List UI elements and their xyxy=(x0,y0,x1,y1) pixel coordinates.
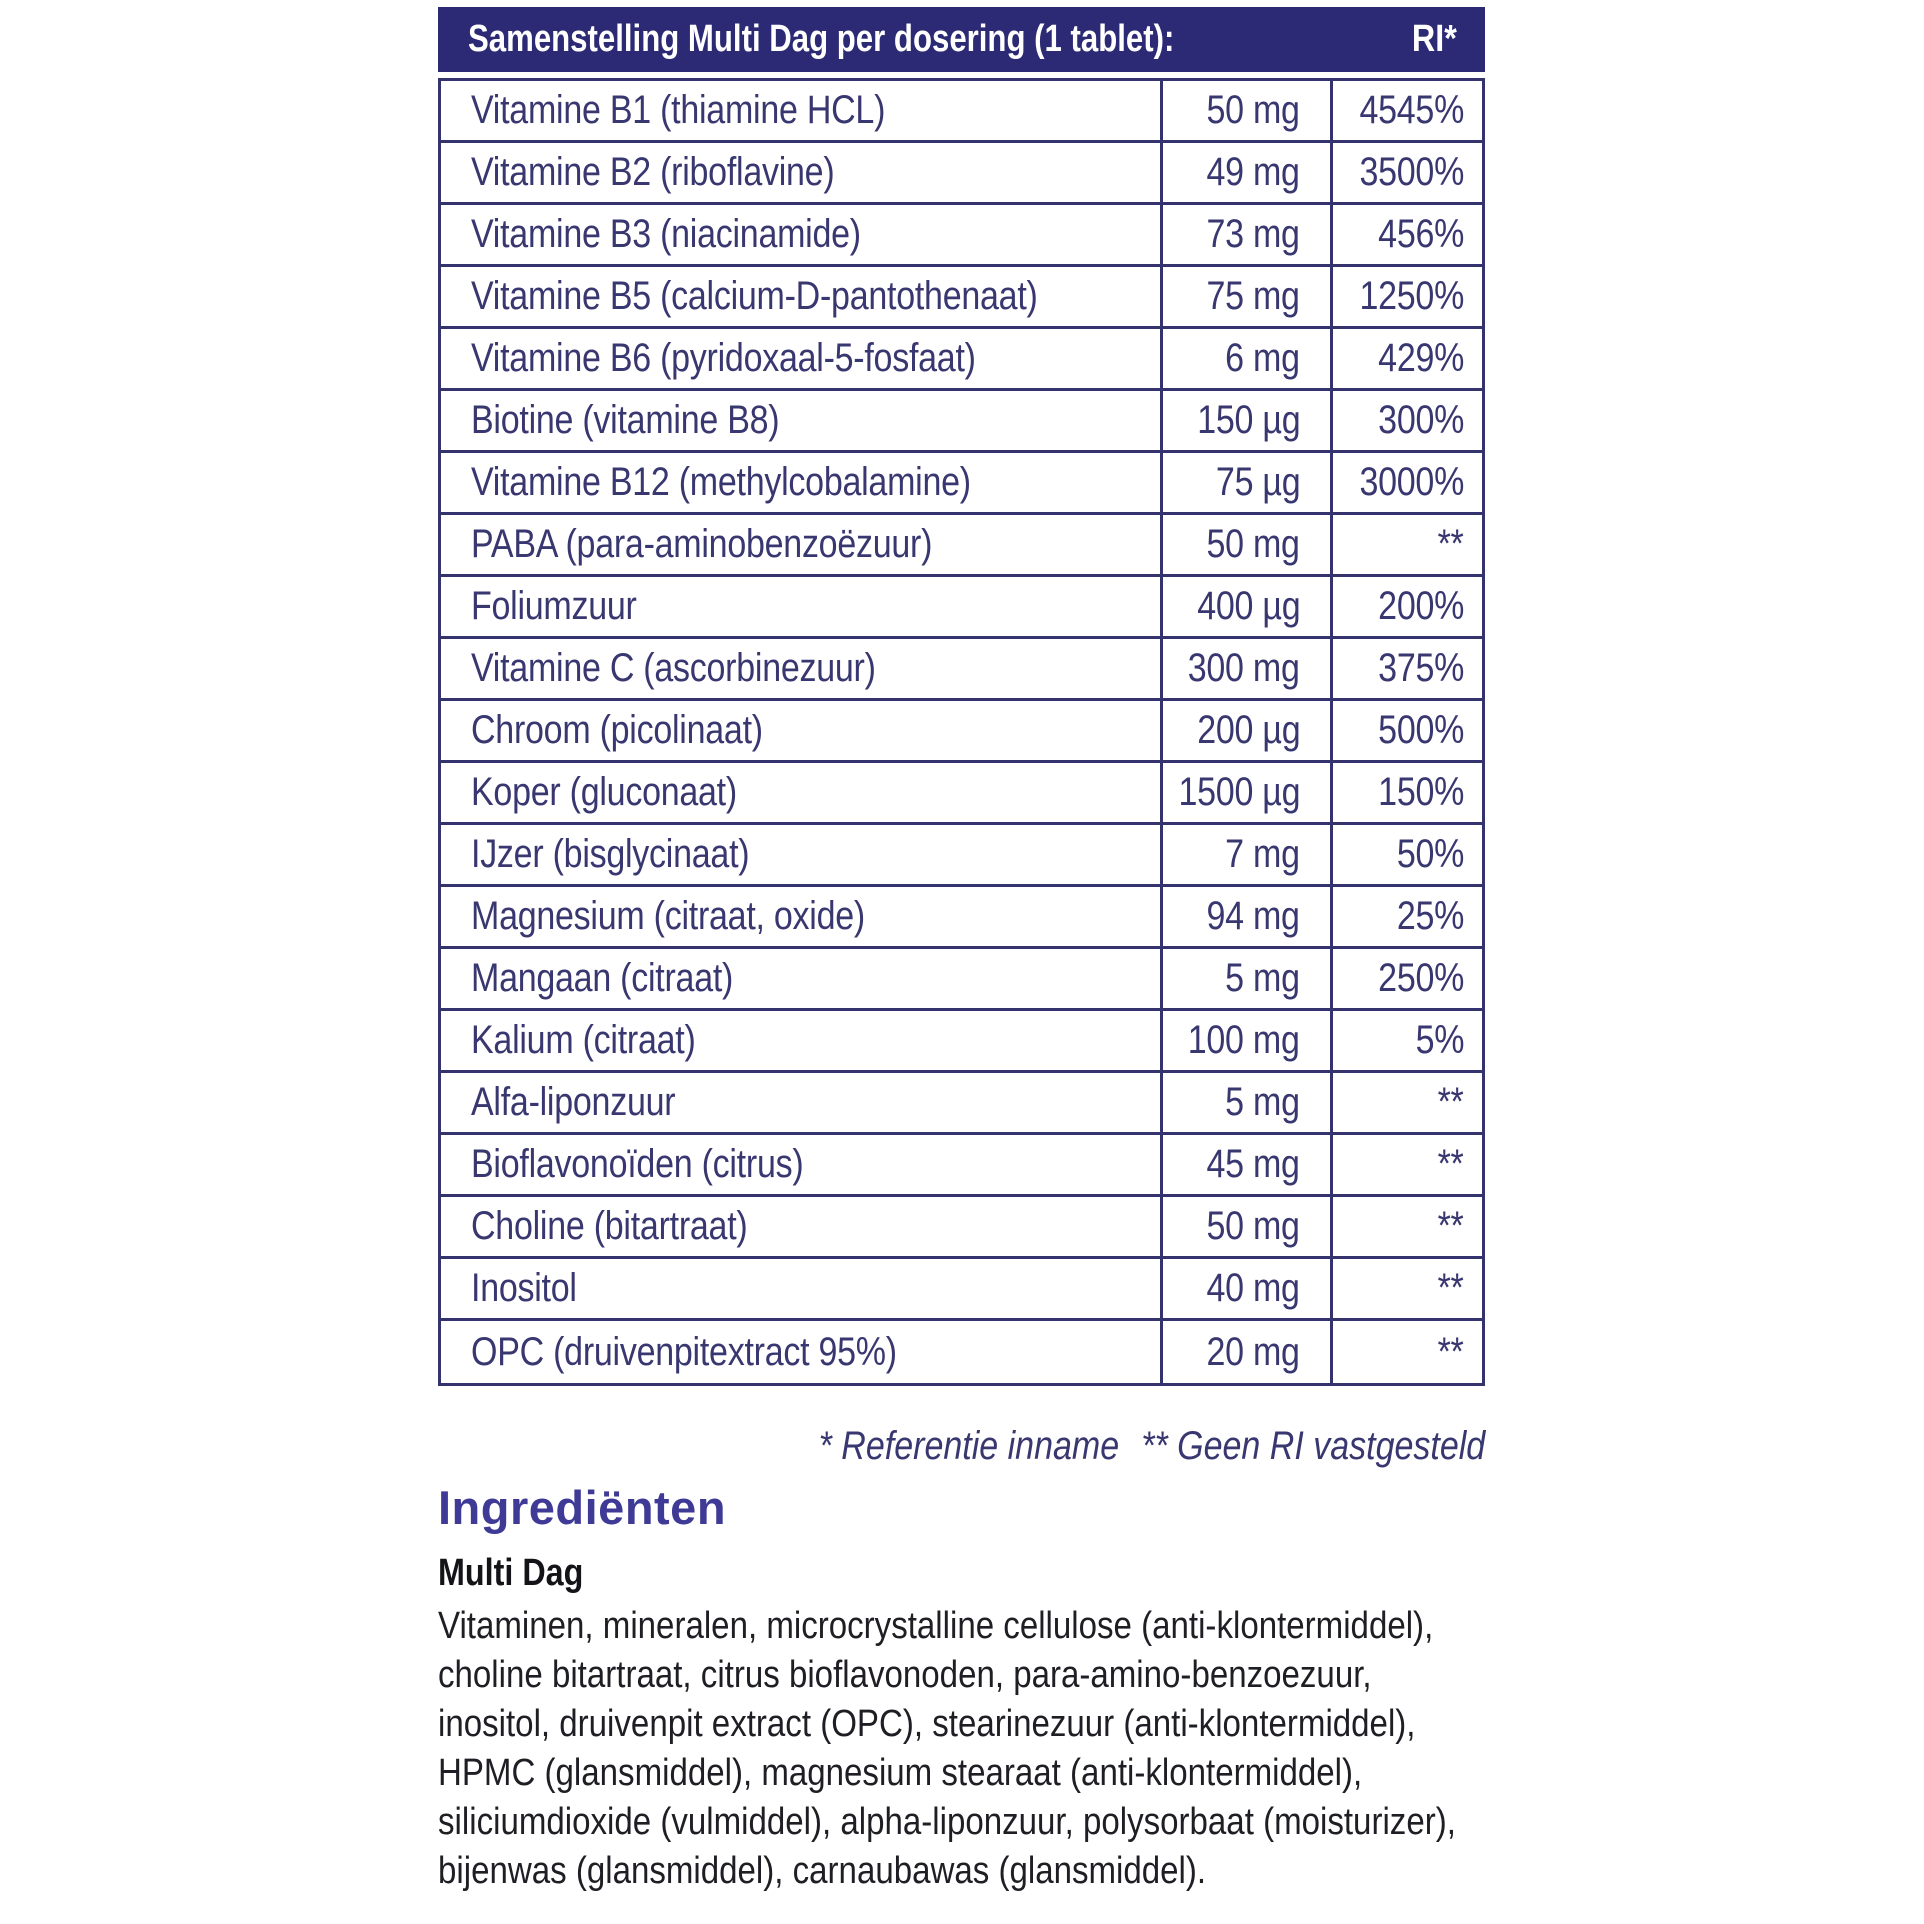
nutrient-name: Bioflavonoïden (citrus) xyxy=(471,1142,804,1186)
nutrient-ri: 200% xyxy=(1378,584,1464,628)
nutrient-ri: 4545% xyxy=(1359,88,1464,132)
ingredients-line: HPMC (glansmiddel), magnesium stearaat (anti-klontermiddel), xyxy=(438,1752,1363,1794)
nutrient-amount-cell xyxy=(1160,453,1330,512)
table-row xyxy=(441,1135,1482,1197)
nutrient-ri: 150% xyxy=(1378,770,1464,814)
table-row xyxy=(441,639,1482,701)
nutrient-amount-cell xyxy=(1160,763,1330,822)
nutrient-ri-cell xyxy=(1330,267,1482,326)
nutrient-ri-cell xyxy=(1330,701,1482,760)
nutrient-name-cell xyxy=(441,143,1160,202)
nutrient-amount-cell xyxy=(1160,887,1330,946)
nutrient-ri-cell xyxy=(1330,825,1482,884)
nutrient-ri-cell xyxy=(1330,205,1482,264)
table-row xyxy=(441,763,1482,825)
table-row xyxy=(441,1073,1482,1135)
nutrient-name-cell xyxy=(441,1197,1160,1256)
nutrient-amount-cell xyxy=(1160,205,1330,264)
nutrient-amount-cell xyxy=(1160,1259,1330,1318)
nutrient-ri-cell xyxy=(1330,1321,1482,1383)
nutrient-ri: 429% xyxy=(1378,336,1464,380)
nutrient-name-cell xyxy=(441,639,1160,698)
nutrient-ri: ** xyxy=(1438,1142,1464,1186)
nutrient-ri: ** xyxy=(1438,1204,1464,1248)
nutrient-amount: 75 µg xyxy=(1215,460,1300,504)
ingredients-subheading xyxy=(438,1552,609,1595)
nutrient-amount-cell xyxy=(1160,329,1330,388)
nutrient-name-cell xyxy=(441,1135,1160,1194)
supplement-facts-table xyxy=(438,7,1485,1386)
nutrient-amount: 40 mg xyxy=(1206,1266,1300,1310)
footnote-reference-intake: * Referentie inname xyxy=(818,1424,1119,1468)
nutrient-amount-cell xyxy=(1160,1321,1330,1383)
table-footnote xyxy=(701,1424,1485,1469)
nutrient-name: OPC (druivenpitextract 95%) xyxy=(471,1329,897,1374)
nutrient-ri-cell xyxy=(1330,1135,1482,1194)
nutrient-name: Alfa-liponzuur xyxy=(471,1080,676,1124)
nutrient-amount-cell xyxy=(1160,1135,1330,1194)
nutrient-amount: 1500 µg xyxy=(1178,770,1300,814)
nutrient-ri: 3500% xyxy=(1359,150,1464,194)
nutrient-name: Chroom (picolinaat) xyxy=(471,708,763,752)
nutrient-amount-cell xyxy=(1160,81,1330,140)
nutrient-name-cell xyxy=(441,949,1160,1008)
table-row xyxy=(441,453,1482,515)
nutrient-ri: 25% xyxy=(1396,894,1464,938)
nutrient-ri: 3000% xyxy=(1359,460,1464,504)
nutrient-ri-cell xyxy=(1330,453,1482,512)
table-title: Samenstelling Multi Dag per dosering (1 tablet): xyxy=(468,18,1175,60)
nutrient-amount-cell xyxy=(1160,949,1330,1008)
nutrient-ri-cell xyxy=(1330,1011,1482,1070)
ri-column-header: RI* xyxy=(1412,18,1457,60)
nutrient-amount: 50 mg xyxy=(1206,522,1300,566)
nutrient-ri-cell xyxy=(1330,949,1482,1008)
nutrient-name-cell xyxy=(441,577,1160,636)
nutrient-amount-cell xyxy=(1160,1011,1330,1070)
nutrient-name: Vitamine B2 (riboflavine) xyxy=(471,150,835,194)
nutrient-ri-cell xyxy=(1330,1197,1482,1256)
nutrient-ri: 1250% xyxy=(1359,274,1464,318)
ingredients-heading: Ingrediënten xyxy=(438,1481,727,1534)
nutrient-name-cell xyxy=(441,453,1160,512)
nutrient-amount-cell xyxy=(1160,143,1330,202)
nutrient-amount: 20 mg xyxy=(1206,1329,1300,1374)
nutrient-name-cell xyxy=(441,1011,1160,1070)
table-row xyxy=(441,1011,1482,1073)
table-row xyxy=(441,1321,1482,1383)
nutrient-amount: 49 mg xyxy=(1206,150,1300,194)
nutrient-amount-cell xyxy=(1160,515,1330,574)
nutrient-amount: 5 mg xyxy=(1225,956,1300,1000)
table-row xyxy=(441,267,1482,329)
nutrient-amount: 45 mg xyxy=(1206,1142,1300,1186)
nutrient-amount-cell xyxy=(1160,701,1330,760)
nutrient-amount: 7 mg xyxy=(1225,832,1300,876)
table-row xyxy=(441,515,1482,577)
nutrient-name: IJzer (bisglycinaat) xyxy=(471,832,750,876)
nutrient-name-cell xyxy=(441,81,1160,140)
nutrient-ri-cell xyxy=(1330,515,1482,574)
table-row xyxy=(441,701,1482,763)
nutrient-ri-cell xyxy=(1330,887,1482,946)
table-row xyxy=(441,825,1482,887)
nutrient-name-cell xyxy=(441,887,1160,946)
nutrient-ri: 375% xyxy=(1378,646,1464,690)
nutrient-name: Vitamine B6 (pyridoxaal-5-fosfaat) xyxy=(471,336,976,380)
table-row xyxy=(441,329,1482,391)
nutrient-name-cell xyxy=(441,763,1160,822)
nutrient-name-cell xyxy=(441,825,1160,884)
nutrient-name: Vitamine C (ascorbinezuur) xyxy=(471,646,876,690)
nutrient-amount-cell xyxy=(1160,577,1330,636)
nutrient-name-cell xyxy=(441,267,1160,326)
nutrient-amount: 5 mg xyxy=(1225,1080,1300,1124)
nutrient-name: Choline (bitartraat) xyxy=(471,1204,748,1248)
nutrient-name-cell xyxy=(441,205,1160,264)
table-row xyxy=(441,949,1482,1011)
nutrient-ri-cell xyxy=(1330,391,1482,450)
nutrient-ri: 456% xyxy=(1378,212,1464,256)
nutrient-amount: 200 µg xyxy=(1196,708,1300,752)
nutrient-amount-cell xyxy=(1160,391,1330,450)
table-row xyxy=(441,887,1482,949)
nutrient-amount: 73 mg xyxy=(1206,212,1300,256)
nutrient-name: Koper (gluconaat) xyxy=(471,770,737,814)
nutrient-amount: 94 mg xyxy=(1206,894,1300,938)
ingredients-paragraph xyxy=(438,1602,1456,1896)
nutrient-amount-cell xyxy=(1160,639,1330,698)
nutrient-ri-cell xyxy=(1330,329,1482,388)
nutrient-ri: 300% xyxy=(1378,398,1464,442)
table-row xyxy=(441,205,1482,267)
nutrient-amount: 150 µg xyxy=(1196,398,1300,442)
ingredients-subheading-text: Multi Dag xyxy=(438,1552,584,1594)
nutrient-name: Kalium (citraat) xyxy=(471,1018,696,1062)
ingredients-line: siliciumdioxide (vulmiddel), alpha-liponzuur, polysorbaat (moisturizer), xyxy=(438,1801,1456,1843)
nutrient-ri-cell xyxy=(1330,1259,1482,1318)
nutrient-ri: ** xyxy=(1438,1329,1464,1374)
nutrient-ri: 5% xyxy=(1415,1018,1464,1062)
nutrient-name-cell xyxy=(441,515,1160,574)
footnote-no-ri: ** Geen RI vastgesteld xyxy=(1141,1424,1485,1468)
nutrient-ri: ** xyxy=(1438,522,1464,566)
nutrient-name: Vitamine B1 (thiamine HCL) xyxy=(471,88,886,132)
nutrient-ri-cell xyxy=(1330,1073,1482,1132)
nutrient-ri-cell xyxy=(1330,577,1482,636)
table-row xyxy=(441,1259,1482,1321)
ingredients-line: inositol, druivenpit extract (OPC), stearinezuur (anti-klontermiddel), xyxy=(438,1703,1416,1745)
nutrient-name: Vitamine B5 (calcium-D-pantothenaat) xyxy=(471,274,1038,318)
nutrient-amount: 100 mg xyxy=(1188,1018,1300,1062)
nutrient-ri: ** xyxy=(1438,1080,1464,1124)
nutrient-name-cell xyxy=(441,329,1160,388)
nutrient-ri: 50% xyxy=(1396,832,1464,876)
nutrient-amount-cell xyxy=(1160,267,1330,326)
nutrient-name: Biotine (vitamine B8) xyxy=(471,398,780,442)
table-body xyxy=(438,78,1485,1386)
nutrient-amount-cell xyxy=(1160,825,1330,884)
nutrient-name: Mangaan (citraat) xyxy=(471,956,734,1000)
nutrient-ri-cell xyxy=(1330,81,1482,140)
nutrient-amount: 6 mg xyxy=(1225,336,1300,380)
table-row xyxy=(441,143,1482,205)
nutrient-amount: 300 mg xyxy=(1188,646,1300,690)
nutrient-amount: 400 µg xyxy=(1196,584,1300,628)
nutrient-name: Vitamine B3 (niacinamide) xyxy=(471,212,861,256)
nutrient-name-cell xyxy=(441,701,1160,760)
nutrient-ri: 500% xyxy=(1378,708,1464,752)
nutrient-amount-cell xyxy=(1160,1073,1330,1132)
nutrient-name-cell xyxy=(441,391,1160,450)
nutrient-name-cell xyxy=(441,1321,1160,1383)
nutrient-ri-cell xyxy=(1330,143,1482,202)
nutrient-name-cell xyxy=(441,1073,1160,1132)
nutrient-ri-cell xyxy=(1330,639,1482,698)
ingredients-line: bijenwas (glansmiddel), carnaubawas (glansmiddel). xyxy=(438,1850,1207,1892)
table-header xyxy=(438,7,1485,72)
nutrient-amount: 50 mg xyxy=(1206,88,1300,132)
nutrient-name: PABA (para-aminobenzoëzuur) xyxy=(471,522,933,566)
table-row xyxy=(441,81,1482,143)
footnote-text xyxy=(818,1424,1485,1469)
nutrient-amount-cell xyxy=(1160,1197,1330,1256)
nutrient-name: Inositol xyxy=(471,1266,577,1310)
ingredients-line: choline bitartraat, citrus bioflavonoden, para-amino-benzoezuur, xyxy=(438,1654,1372,1696)
nutrient-ri: ** xyxy=(1438,1266,1464,1310)
nutrient-name-cell xyxy=(441,1259,1160,1318)
nutrient-name: Vitamine B12 (methylcobalamine) xyxy=(471,460,971,504)
nutrient-name: Magnesium (citraat, oxide) xyxy=(471,894,865,938)
table-row xyxy=(441,391,1482,453)
ingredients-line: Vitaminen, mineralen, microcrystalline cellulose (anti-klontermiddel), xyxy=(438,1605,1434,1647)
nutrient-amount: 50 mg xyxy=(1206,1204,1300,1248)
nutrient-ri-cell xyxy=(1330,763,1482,822)
table-row xyxy=(441,1197,1482,1259)
nutrient-ri: 250% xyxy=(1378,956,1464,1000)
table-row xyxy=(441,577,1482,639)
nutrient-name: Foliumzuur xyxy=(471,584,637,628)
nutrient-amount: 75 mg xyxy=(1206,274,1300,318)
